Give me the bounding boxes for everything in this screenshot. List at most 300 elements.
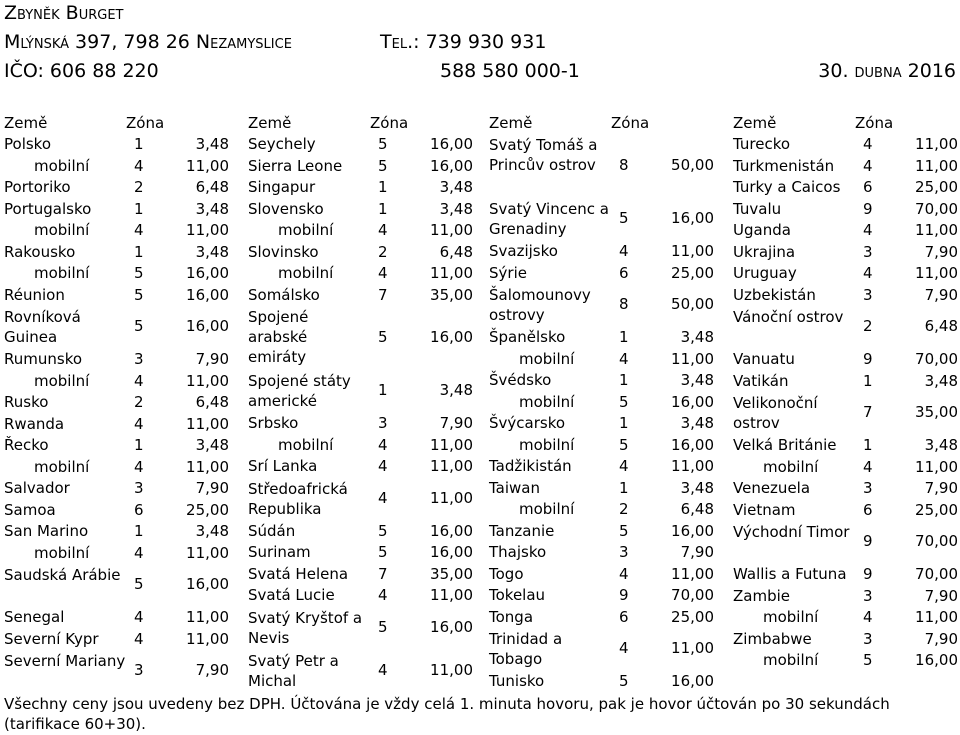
price-row <box>489 542 717 564</box>
zone-number: 4 <box>619 457 629 475</box>
country-name: Salvador <box>4 479 70 497</box>
zone-number: 6 <box>134 500 144 519</box>
country-name: Seychely <box>248 135 316 153</box>
price-column-1 <box>4 112 232 693</box>
price-row <box>733 306 960 349</box>
country-name: mobilní <box>34 543 90 562</box>
country-name: mobilní <box>519 435 575 454</box>
price-row <box>4 392 232 414</box>
price-value: 25,00 <box>915 500 958 519</box>
price-value: 16,00 <box>430 328 473 346</box>
price-row <box>733 500 960 522</box>
price-value: 7,90 <box>924 285 958 304</box>
price-value: 7,90 <box>195 661 229 679</box>
price-value: 3,48 <box>680 371 714 389</box>
zone-number: 5 <box>378 543 388 561</box>
zone-number: 5 <box>619 392 629 411</box>
price-value: 50,00 <box>671 156 714 174</box>
price-row <box>489 628 717 671</box>
price-value: 16,00 <box>671 521 714 540</box>
zone-number: 5 <box>134 264 144 282</box>
country-name: Tonga <box>489 607 534 626</box>
zone-number: 4 <box>134 371 144 390</box>
price-row <box>489 284 717 327</box>
zone-number: 4 <box>863 457 873 476</box>
zone-number: 4 <box>134 608 144 626</box>
zone-number: 3 <box>863 629 873 648</box>
price-row <box>4 263 232 285</box>
country-name: Taiwan <box>489 478 541 497</box>
price-value: 50,00 <box>671 295 714 313</box>
country-name: Tanzanie <box>489 521 555 540</box>
price-row <box>489 327 717 349</box>
country-name: Velikonoční ostrov <box>733 394 818 432</box>
country-name: Turecko <box>733 135 791 153</box>
price-row <box>733 242 960 264</box>
price-row <box>733 199 960 221</box>
price-row <box>4 650 232 693</box>
country-name: Svatý Petr a Michal <box>248 651 339 690</box>
company-id <box>4 60 159 82</box>
price-row <box>248 521 476 543</box>
price-row <box>4 521 232 543</box>
price-value: 16,00 <box>186 285 229 304</box>
price-value: 11,00 <box>186 608 229 626</box>
price-row <box>733 392 960 435</box>
price-row <box>248 650 476 693</box>
price-value: 70,00 <box>671 586 714 604</box>
zone-number: 4 <box>619 639 629 657</box>
document-date <box>818 60 956 82</box>
price-value: 25,00 <box>186 500 229 519</box>
price-row <box>733 457 960 479</box>
zone-number: 3 <box>134 661 144 679</box>
zone-number: 4 <box>619 242 629 260</box>
price-row <box>248 456 476 478</box>
zone-number: 1 <box>134 199 144 218</box>
price-value: 16,00 <box>915 651 958 669</box>
ico-text: IČO: 606 88 220 <box>4 60 159 82</box>
price-value: 7,90 <box>195 479 229 497</box>
zone-number: 4 <box>378 221 388 239</box>
country-name: Vatikán <box>733 371 789 390</box>
country-name: Švédsko <box>489 371 552 389</box>
zone-number: 4 <box>619 564 629 583</box>
country-name: Súdán <box>248 521 296 540</box>
country-name: Šalomounovy ostrovy <box>489 286 591 324</box>
price-row <box>489 478 717 500</box>
price-value: 6,48 <box>439 242 473 261</box>
price-value: 11,00 <box>430 586 473 604</box>
price-value: 3,48 <box>439 178 473 196</box>
country-name: mobilní <box>34 156 90 175</box>
country-name: Somálsko <box>248 285 320 304</box>
date-month: dubna <box>854 60 902 82</box>
country-name: mobilní <box>278 435 334 454</box>
price-value: 25,00 <box>671 263 714 282</box>
zone-number: 4 <box>134 414 144 433</box>
phone <box>380 31 546 53</box>
price-row <box>733 156 960 178</box>
country-name: Tokelau <box>489 586 546 604</box>
country-name: mobilní <box>278 221 334 239</box>
table-header <box>248 112 476 134</box>
bank-account <box>440 60 580 82</box>
price-row <box>733 586 960 608</box>
zone-number: 3 <box>619 543 629 561</box>
zone-number: 6 <box>619 263 629 282</box>
zone-number: 9 <box>619 586 629 604</box>
price-row <box>4 306 232 349</box>
zone-number: 1 <box>134 242 144 261</box>
zone-number: 7 <box>378 564 388 583</box>
country-name: Velká Británie <box>733 436 837 454</box>
zone-number: 4 <box>378 660 388 679</box>
zone-number: 2 <box>378 242 388 261</box>
price-value: 16,00 <box>186 575 229 593</box>
date-year: 2016 <box>907 60 956 82</box>
zone-number: 1 <box>134 522 144 540</box>
price-value: 3,48 <box>680 478 714 497</box>
price-row <box>4 607 232 629</box>
country-name: Tunisko <box>489 672 545 690</box>
price-row <box>489 585 717 607</box>
country-name: Severní Kypr <box>4 629 99 648</box>
price-row <box>733 371 960 393</box>
price-row <box>733 435 960 457</box>
zone-number: 5 <box>378 617 388 636</box>
price-value: 6,48 <box>924 317 958 335</box>
price-row <box>4 543 232 565</box>
price-value: 16,00 <box>430 135 473 153</box>
zone-number: 4 <box>378 435 388 454</box>
country-name: Thajsko <box>489 543 547 561</box>
zone-number: 2 <box>134 393 144 411</box>
country-name: Turky a Caicos <box>733 178 841 196</box>
zone-number: 3 <box>863 586 873 605</box>
price-value: 3,48 <box>195 135 229 153</box>
country-name: Vanuatu <box>733 350 795 368</box>
zone-number: 3 <box>863 285 873 304</box>
price-row <box>733 629 960 651</box>
price-value: 7,90 <box>439 414 473 432</box>
price-value: 3,48 <box>680 414 714 432</box>
zone-number: 4 <box>134 156 144 175</box>
zone-number: 1 <box>619 414 629 432</box>
price-row <box>248 607 476 650</box>
price-row <box>489 671 717 693</box>
header-zone: Zóna <box>611 114 650 132</box>
header-zone: Zóna <box>126 114 165 132</box>
price-value: 7,90 <box>924 242 958 261</box>
price-value: 11,00 <box>186 457 229 476</box>
country-name: Rwanda <box>4 414 65 433</box>
country-name: Zimbabwe <box>733 629 812 648</box>
zone-number: 1 <box>619 478 629 497</box>
price-row <box>733 177 960 199</box>
price-value: 11,00 <box>186 629 229 648</box>
country-name: mobilní <box>763 651 819 669</box>
price-row <box>4 242 232 264</box>
phone-number: 739 930 931 <box>425 31 547 53</box>
zone-number: 1 <box>619 371 629 389</box>
price-value: 11,00 <box>430 264 473 282</box>
price-row <box>248 306 476 370</box>
company-name <box>4 2 123 24</box>
zone-number: 3 <box>863 479 873 497</box>
header-zone: Zóna <box>855 114 894 132</box>
price-row <box>248 156 476 178</box>
table-header <box>489 112 717 134</box>
price-row <box>4 285 232 307</box>
price-value: 3,48 <box>195 522 229 540</box>
country-name: Togo <box>489 564 524 583</box>
price-value: 11,00 <box>186 221 229 239</box>
price-value: 11,00 <box>915 264 958 282</box>
price-value: 11,00 <box>671 639 714 657</box>
country-name: Rovníková Guinea <box>4 308 81 346</box>
country-name: Sýrie <box>489 263 527 282</box>
zone-number: 3 <box>134 479 144 497</box>
country-name: Turkmenistán <box>733 156 835 175</box>
zone-number: 6 <box>863 178 873 196</box>
price-row <box>489 241 717 263</box>
country-name: Ukrajina <box>733 242 796 261</box>
zone-number: 1 <box>378 199 388 218</box>
price-value: 16,00 <box>671 435 714 454</box>
price-row <box>733 263 960 285</box>
country-name: Venezuela <box>733 479 811 497</box>
price-row <box>4 134 232 156</box>
zone-number: 8 <box>619 295 629 313</box>
zone-number: 4 <box>134 629 144 648</box>
price-row <box>733 650 960 672</box>
header-country: Země <box>733 114 777 132</box>
zone-number: 5 <box>134 285 144 304</box>
table-header <box>4 112 232 134</box>
zone-number: 5 <box>134 575 144 593</box>
price-value: 3,48 <box>195 436 229 454</box>
zone-number: 8 <box>619 156 629 174</box>
price-value: 3,48 <box>439 199 473 218</box>
price-value: 16,00 <box>430 156 473 175</box>
price-row <box>489 198 717 241</box>
header-country: Země <box>4 114 48 132</box>
price-row <box>4 478 232 500</box>
price-value: 70,00 <box>915 199 958 218</box>
price-row <box>4 156 232 178</box>
company-address <box>4 31 292 53</box>
zone-number: 4 <box>863 608 873 626</box>
zone-number: 6 <box>863 500 873 519</box>
price-value: 3,48 <box>924 371 958 390</box>
zone-number: 3 <box>378 414 388 432</box>
price-value: 7,90 <box>195 350 229 368</box>
country-name: Uzbekistán <box>733 285 816 304</box>
address-text: Mlýnská 397, 798 26 Nezamyslice <box>4 31 292 53</box>
country-name: mobilní <box>519 392 575 411</box>
price-row <box>489 413 717 435</box>
country-name: Svatý Kryštof a Nevis <box>248 608 363 647</box>
country-name: Spojené arabské emiráty <box>248 308 309 366</box>
price-row <box>248 564 476 586</box>
zone-number: 5 <box>619 672 629 690</box>
zone-number: 2 <box>134 178 144 196</box>
phone-label: Tel.: <box>380 31 420 53</box>
price-value: 16,00 <box>430 543 473 561</box>
country-name: mobilní <box>519 500 575 518</box>
price-value: 11,00 <box>430 660 473 679</box>
price-row <box>4 199 232 221</box>
country-name: Svatý Tomáš a Princův ostrov <box>489 136 598 174</box>
price-row <box>489 564 717 586</box>
price-value: 11,00 <box>671 564 714 583</box>
country-name: Réunion <box>4 285 65 304</box>
zone-number: 4 <box>134 457 144 476</box>
price-value: 11,00 <box>186 156 229 175</box>
price-value: 11,00 <box>915 221 958 239</box>
country-name: Švýcarsko <box>489 414 566 432</box>
price-value: 11,00 <box>430 221 473 239</box>
price-row <box>4 220 232 242</box>
zone-number: 4 <box>863 264 873 282</box>
zone-number: 3 <box>134 350 144 368</box>
zone-number: 9 <box>863 350 873 368</box>
country-name: mobilní <box>278 264 334 282</box>
zone-number: 6 <box>619 607 629 626</box>
price-value: 11,00 <box>186 414 229 433</box>
country-name: Středoafrická Republika <box>248 479 348 518</box>
price-value: 70,00 <box>915 565 958 583</box>
price-row <box>489 499 717 521</box>
zone-number: 9 <box>863 532 873 550</box>
price-column-2 <box>248 112 476 693</box>
zone-number: 5 <box>378 156 388 175</box>
price-value: 3,48 <box>195 242 229 261</box>
country-name: Singapur <box>248 178 316 196</box>
zone-number: 4 <box>863 221 873 239</box>
price-row <box>4 371 232 393</box>
company-name-text: Zbyněk Burget <box>4 2 124 24</box>
zone-number: 5 <box>378 135 388 153</box>
price-row <box>489 456 717 478</box>
price-row <box>489 134 717 198</box>
country-name: mobilní <box>34 221 90 239</box>
country-name: mobilní <box>34 371 90 390</box>
price-row <box>489 263 717 285</box>
price-row <box>4 629 232 651</box>
price-column-4 <box>733 112 960 672</box>
zone-number: 9 <box>863 565 873 583</box>
price-value: 35,00 <box>915 403 958 421</box>
zone-number: 4 <box>863 156 873 175</box>
price-row <box>248 242 476 264</box>
country-name: Tuvalu <box>733 199 782 218</box>
country-name: Tadžikistán <box>489 457 572 475</box>
zone-number: 5 <box>619 521 629 540</box>
price-value: 16,00 <box>430 617 473 636</box>
zone-number: 4 <box>378 457 388 475</box>
price-value: 11,00 <box>430 488 473 507</box>
country-name: Slovinsko <box>248 242 319 261</box>
country-name: Řecko <box>4 436 49 454</box>
zone-number: 4 <box>378 488 388 507</box>
zone-number: 5 <box>378 521 388 540</box>
zone-number: 5 <box>134 317 144 335</box>
price-row <box>489 370 717 392</box>
price-row <box>489 392 717 414</box>
price-value: 16,00 <box>186 264 229 282</box>
zone-number: 1 <box>134 135 144 153</box>
price-row <box>733 607 960 629</box>
price-value: 16,00 <box>671 392 714 411</box>
country-name: Senegal <box>4 608 65 626</box>
price-row <box>248 585 476 607</box>
footer-note: Všechny ceny jsou uvedeny bez DPH. Účtována je vždy celá 1. minuta hovoru, pak je hovor účtován po 30 sekundách (tarifikace 60+30). <box>4 695 890 733</box>
price-row <box>733 349 960 371</box>
country-name: Svatá Lucie <box>248 586 335 604</box>
price-row <box>248 285 476 307</box>
country-name: Srí Lanka <box>248 457 318 475</box>
zone-number: 1 <box>863 436 873 454</box>
price-value: 11,00 <box>915 156 958 175</box>
zone-number: 3 <box>863 242 873 261</box>
zone-number: 1 <box>619 328 629 346</box>
price-value: 11,00 <box>430 457 473 475</box>
country-name: Svatý Vincenc a Grenadiny <box>489 200 609 238</box>
price-value: 6,48 <box>195 393 229 411</box>
price-value: 11,00 <box>671 457 714 475</box>
price-row <box>248 177 476 199</box>
zone-number: 5 <box>619 435 629 454</box>
zone-number: 4 <box>863 135 873 153</box>
price-value: 11,00 <box>186 371 229 390</box>
country-name: Severní Mariany <box>4 652 126 670</box>
zone-number: 2 <box>619 500 629 518</box>
price-row <box>248 542 476 564</box>
country-name: Svazijsko <box>489 242 558 260</box>
country-name: Slovensko <box>248 199 324 218</box>
price-value: 3,48 <box>439 381 473 399</box>
price-row <box>489 349 717 371</box>
price-row <box>733 285 960 307</box>
header-country: Země <box>489 114 533 132</box>
zone-number: 4 <box>378 586 388 604</box>
country-name: Saudská Arábie <box>4 566 121 584</box>
country-name: Vietnam <box>733 500 796 519</box>
price-value: 6,48 <box>680 500 714 518</box>
zone-number: 7 <box>378 285 388 304</box>
price-row <box>248 199 476 221</box>
zone-number: 1 <box>378 178 388 196</box>
price-row <box>248 134 476 156</box>
table-header <box>733 112 960 134</box>
zone-number: 5 <box>863 651 873 669</box>
zone-number: 5 <box>619 209 629 227</box>
country-name: Spojené státy americké <box>248 372 351 410</box>
country-name: Surinam <box>248 543 311 561</box>
country-name: mobilní <box>519 349 575 368</box>
price-row <box>489 521 717 543</box>
zone-number: 4 <box>134 221 144 239</box>
zone-number: 9 <box>863 199 873 218</box>
price-row <box>248 263 476 285</box>
price-value: 11,00 <box>671 242 714 260</box>
price-value: 7,90 <box>924 479 958 497</box>
country-name: San Marino <box>4 522 89 540</box>
price-row <box>489 435 717 457</box>
price-row <box>4 414 232 436</box>
